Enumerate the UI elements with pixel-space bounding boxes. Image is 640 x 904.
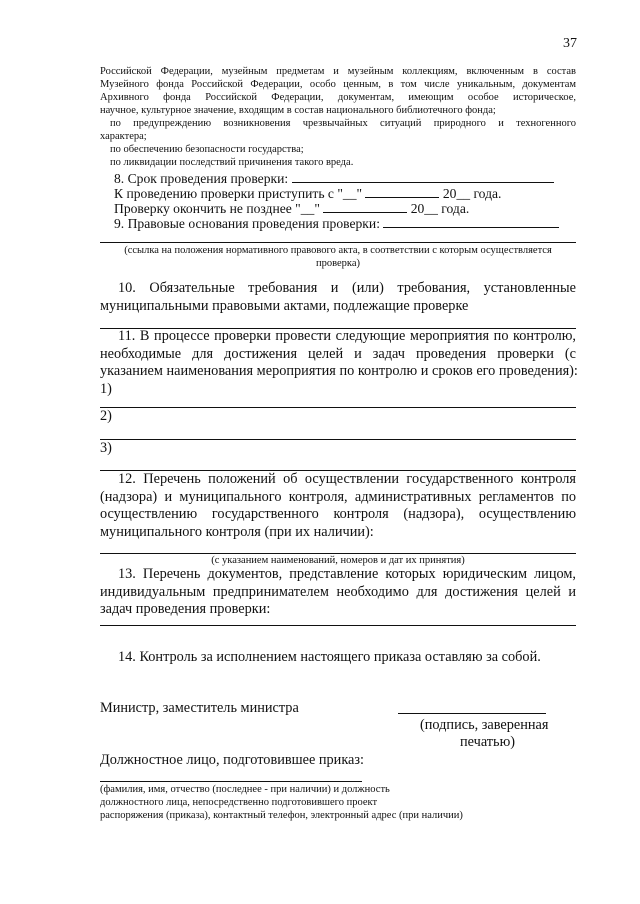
intro-line: характера; — [100, 131, 147, 142]
item8-label: 8. Срок проведения проверки: — [114, 169, 554, 187]
official-label: Должностное лицо, подготовившее приказ: — [100, 752, 365, 768]
blank-line — [323, 199, 407, 213]
intro-line: Музейного фонда Российской Федерации, особо ценным, в том числе уникальным, документам — [100, 79, 576, 90]
item12-caption: (с указанием наименований, номеров и дат их принятия) — [211, 555, 465, 566]
blank-line — [100, 625, 576, 626]
blank-line — [100, 407, 576, 408]
item14: 14. Контроль за исполнением настоящего приказа оставляю за собой. — [118, 649, 541, 665]
item13: 13. Перечень документов, представление которых юридическим лицом, индивидуальным предпринимателем необходимо для достижения целей и задач проведения проверки: — [100, 566, 576, 617]
item8-end: Проверку окончить не позднее "__" 20__ года. — [114, 201, 470, 216]
blank-line — [100, 439, 576, 440]
item11-n2: 2) — [100, 408, 112, 424]
intro-line: по предупреждению возникновения чрезвычайных ситуаций природного и техногенного — [110, 118, 576, 129]
official-caption: (фамилия, имя, отчество (последнее - при наличии) и должность — [100, 784, 390, 795]
blank-line — [365, 184, 439, 198]
item10: 10. Обязательные требования и (или) требования, установленные муниципальными правовыми актами, подлежащие проверке — [100, 280, 576, 314]
item9-caption: проверка) — [315, 258, 361, 269]
official-caption: должностного лица, непосредственно подготовившего проект — [100, 797, 378, 808]
blank-line — [292, 169, 554, 183]
signature-caption: печатью) — [460, 734, 516, 750]
blank-line — [383, 214, 559, 228]
official-line — [100, 781, 362, 782]
signature-line — [398, 713, 546, 714]
item11: 11. В процессе проверки провести следующие мероприятия по контролю, необходимые для достижения целей и задач проведения проверки (с указанием наименования мероприятия по контролю и сроков его проведения): 1) — [100, 328, 578, 397]
intro-line: научное, культурное значение, входящим в состав национального библиотечного фонда; — [100, 105, 496, 116]
page-number: 37 — [563, 36, 577, 51]
item12: 12. Перечень положений об осуществлении государственного контроля (надзора) и муниципального контроля, административных регламентов по осуществлению государственного контроля (надзора), осуществлению муниципального контроля (при их наличии): — [100, 471, 576, 540]
blank-line — [100, 553, 576, 554]
intro-line: по обеспечению безопасности государства; — [110, 144, 304, 155]
official-caption: распоряжения (приказа), контактный телефон, электронный адрес (при наличии) — [100, 810, 463, 821]
intro-line: по ликвидации последствий причинения такого вреда. — [110, 157, 354, 168]
signature-caption: (подпись, заверенная — [420, 717, 549, 733]
item9-label: 9. Правовые основания проведения проверки: — [114, 214, 559, 232]
intro-line: Российской Федерации, музейным предметам и музейным коллекциям, включенным в состав — [100, 66, 576, 77]
item11-n3: 3) — [100, 440, 112, 456]
blank-line — [100, 242, 576, 243]
minister-label: Министр, заместитель министра — [100, 700, 299, 716]
intro-line: Архивного фонда Российской Федерации, документам, имеющим особое историческое, — [100, 92, 576, 103]
item9-caption: (ссылка на положения нормативного правового акта, в соответствии с которым осуществляется — [124, 245, 552, 256]
item8-start: К проведению проверки приступить с "__" 20__ года. — [114, 186, 502, 201]
